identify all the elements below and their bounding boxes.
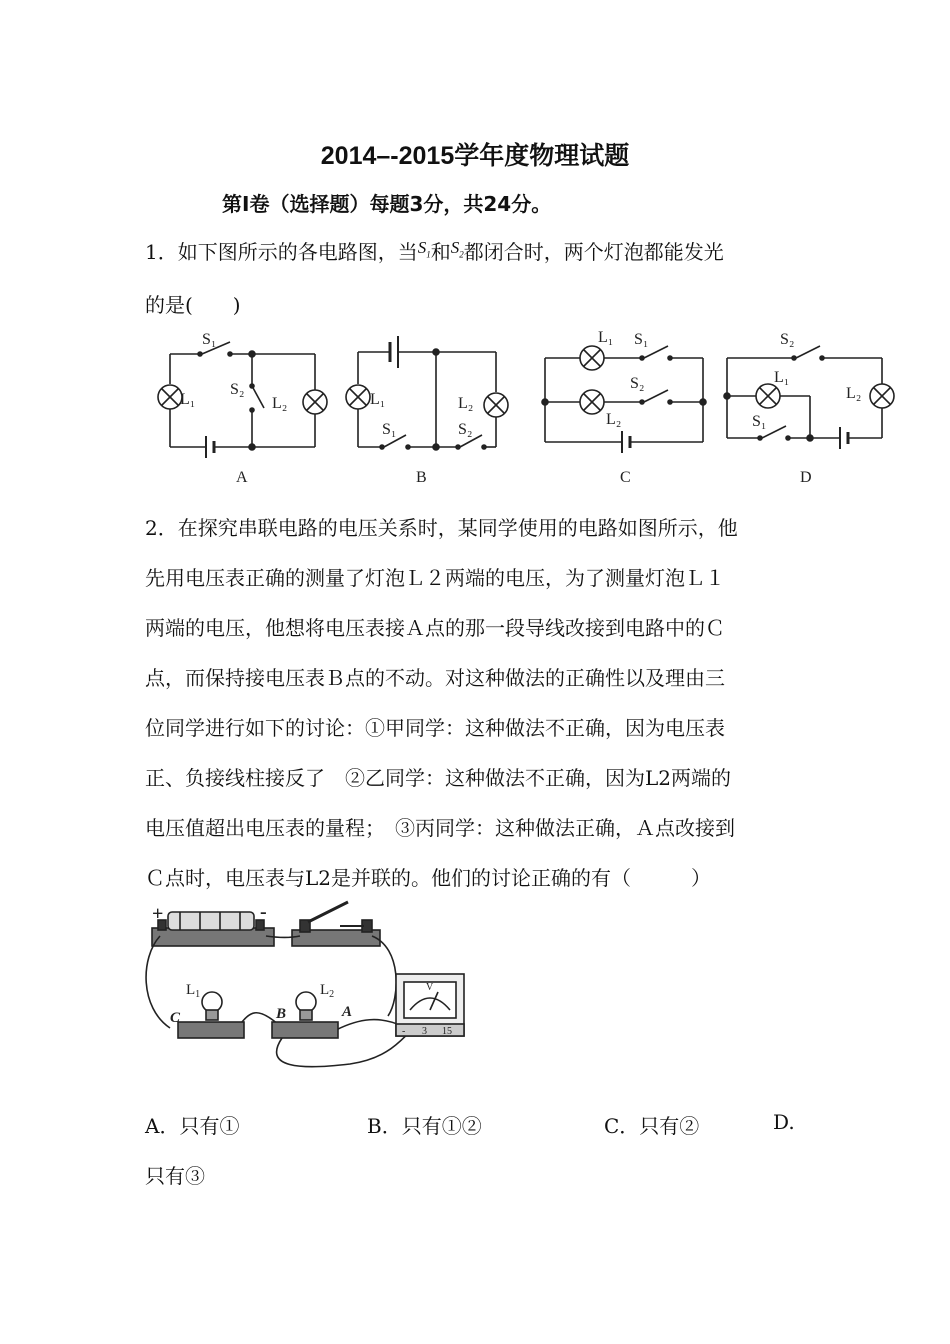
circuit-diagrams-figure <box>140 322 910 494</box>
question-2-line-8: Ｃ点时，电压表与L2是并联的。他们的讨论正确的有（ ） <box>145 866 712 890</box>
q1-text-post: 都闭合时，两个灯泡都能发光 <box>463 240 724 264</box>
label-c-l1: L₁ <box>598 329 614 346</box>
s2-symbol: S2 <box>450 238 464 260</box>
label-d-l2: L₂ <box>846 385 862 402</box>
meter-3: 3 <box>422 1026 427 1037</box>
label-c-s2: S₂ <box>630 375 645 392</box>
lamp-l1 <box>178 992 244 1038</box>
option-d-continued[interactable]: 只有③ <box>145 1164 205 1188</box>
label-b-s2: S₂ <box>458 421 473 438</box>
question-2-line-3: 两端的电压，他想将电压表接Ａ点的那一段导线改接到电路中的Ｃ <box>145 616 725 640</box>
question-1-line-1 <box>145 236 724 265</box>
question-2-line-4: 点，而保持接电压表Ｂ点的不动。对这种做法的正确性以及理由三 <box>145 666 725 690</box>
question-2-line-1: 2．在探究串联电路的电压关系时，某同学使用的电路如图所示，他 <box>145 516 738 540</box>
label-b: B <box>416 469 427 486</box>
label-plus: + <box>152 903 164 925</box>
label-c: C <box>620 469 631 486</box>
question-2-line-2: 先用电压表正确的测量了灯泡Ｌ２两端的电压，为了测量灯泡Ｌ１ <box>145 566 725 590</box>
battery-holder <box>152 912 274 946</box>
option-b[interactable]: B．只有①② <box>367 1114 482 1138</box>
question-2-line-6: 正、负接线柱接反了 ②乙同学：这种做法不正确，因为L2两端的 <box>145 766 732 790</box>
physical-circuit-figure <box>140 898 470 1076</box>
label-a-s2: S₂ <box>230 381 245 398</box>
label-d: D <box>800 469 812 486</box>
question-1-line-2: 的是( ) <box>145 293 241 317</box>
label-a-l1: L₁ <box>180 391 196 408</box>
section-heading: 第Ⅰ卷（选择题）每题3分，共24分。 <box>222 192 552 216</box>
q1-text-pre: 1．如下图所示的各电路图，当 <box>145 240 418 264</box>
label-a: A <box>342 1004 353 1020</box>
label-a-s1: S₁ <box>202 331 217 348</box>
knife-switch <box>292 902 380 946</box>
meter-minus: - <box>402 1026 406 1037</box>
label-b-l2: L₂ <box>458 395 474 412</box>
option-c[interactable]: C．只有② <box>604 1114 700 1138</box>
label-d-l1: L₁ <box>774 369 790 386</box>
label-a-l2: L₂ <box>272 395 288 412</box>
label-d-s1: S₁ <box>752 413 767 430</box>
option-d[interactable]: D. <box>773 1110 795 1134</box>
circuit-d <box>724 346 894 449</box>
question-2-line-7: 电压值超出电压表的量程； ③丙同学：这种做法正确，Ａ点改接到 <box>145 816 735 840</box>
label-b: B <box>276 1006 287 1022</box>
label-l1: $L_1$ <box>186 982 201 1000</box>
label-l2: $L_2$ <box>320 982 335 1000</box>
label-c-s1: S₁ <box>634 331 649 348</box>
q1-text-mid: 和 <box>430 240 451 264</box>
label-b-s1: S₁ <box>382 421 397 438</box>
label-a: A <box>236 469 248 486</box>
label-c: C <box>170 1010 181 1026</box>
label-b-l1: L₁ <box>370 391 386 408</box>
question-2-line-5: 位同学进行如下的讨论：①甲同学：这种做法不正确，因为电压表 <box>145 716 725 740</box>
meter-15: 15 <box>442 1026 452 1037</box>
label-c-l2: L₂ <box>606 411 622 428</box>
label-minus: - <box>260 901 267 923</box>
label-d-s2: S₂ <box>780 331 795 348</box>
s1-symbol: S1 <box>417 238 431 260</box>
circuit-c <box>542 346 706 453</box>
option-a[interactable]: A．只有① <box>145 1114 240 1138</box>
meter-v: V <box>426 982 434 993</box>
page-title: 2014–-2015学年度物理试题 <box>320 142 630 170</box>
